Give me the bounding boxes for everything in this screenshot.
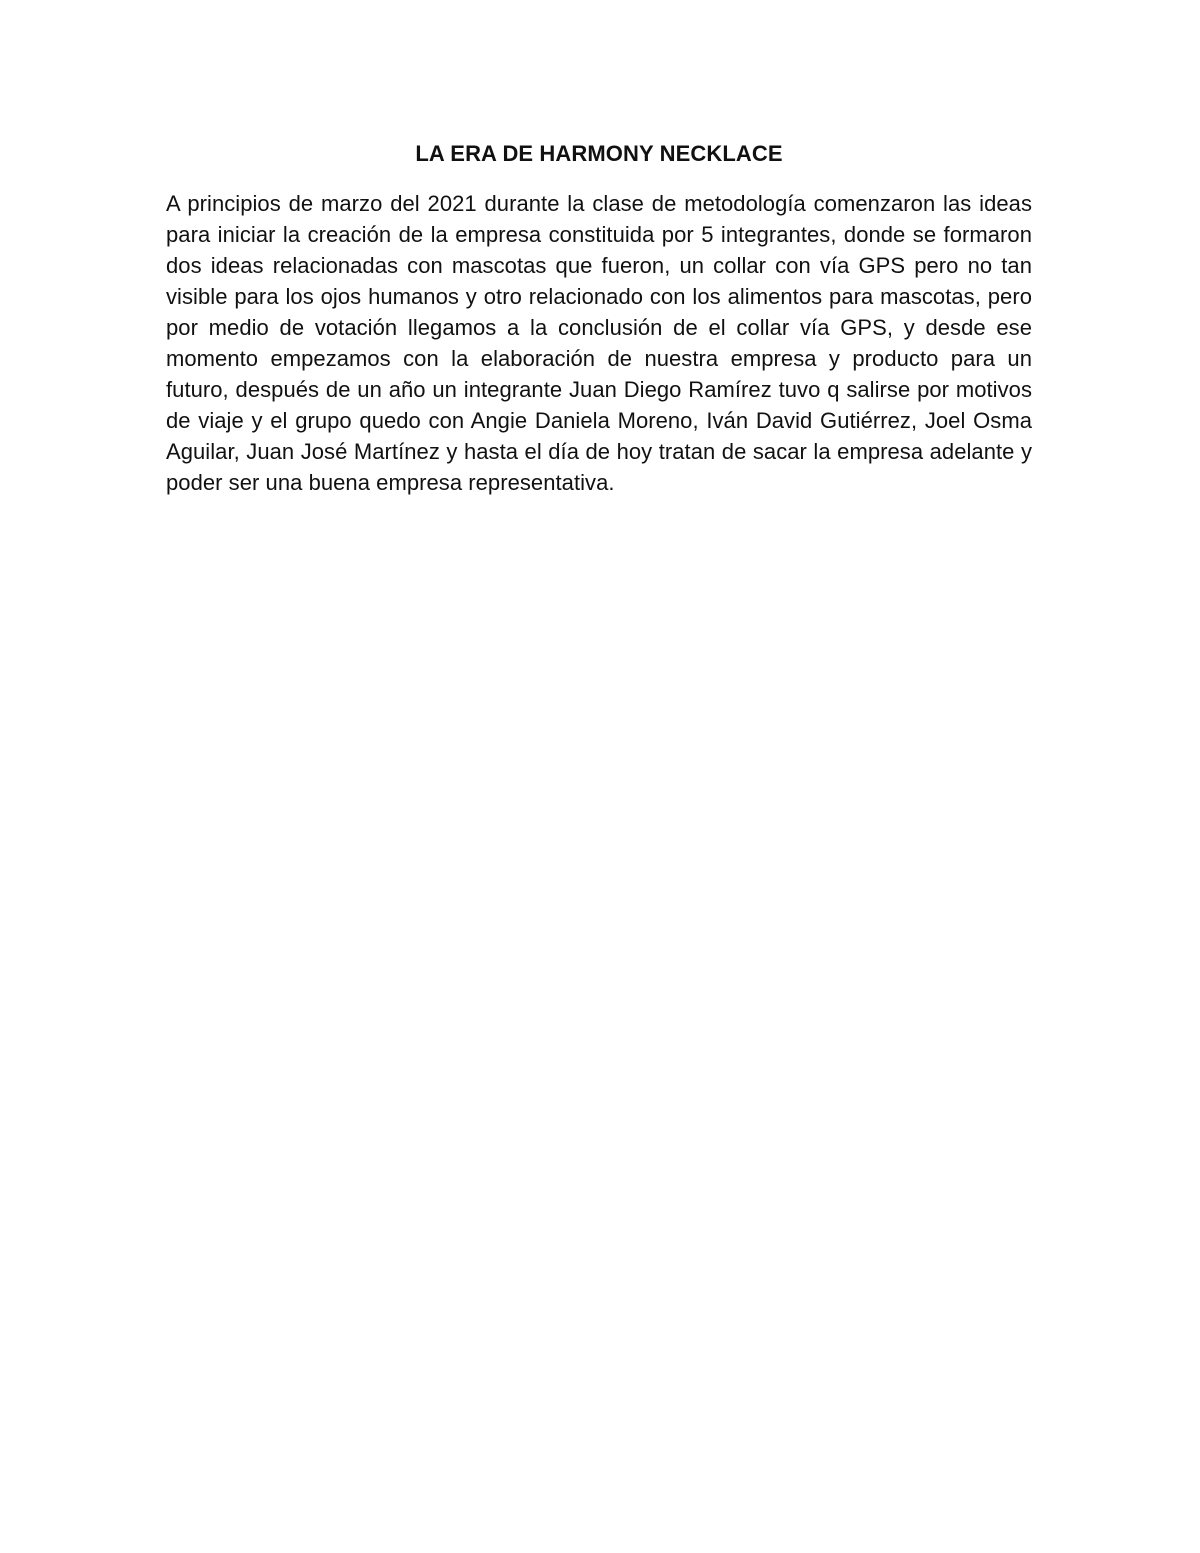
- document-content: [166, 138, 1032, 498]
- document-paragraph: A principios de marzo del 2021 durante la clase de metodología comenzaron las ideas para iniciar la creación de la empresa constituida por 5 integrantes, donde se formaron dos ideas relacionadas con mascotas que fueron, un collar con vía GPS pero no tan visible para los ojos humanos y otro relacionado con los alimentos para mascotas, pero por medio de votación llegamos a la conclusión de el collar vía GPS, y desde ese momento empezamos con la elaboración de nuestra empresa y producto para un futuro, después de un año un integrante Juan Diego Ramírez tuvo q salirse por motivos de viaje y el grupo quedo con Angie Daniela Moreno, Iván David Gutiérrez, Joel Osma Aguilar, Juan José Martínez y hasta el día de hoy tratan de sacar la empresa adelante y poder ser una buena empresa representativa.: [166, 191, 1032, 495]
- document-title: LA ERA DE HARMONY NECKLACE: [415, 141, 783, 166]
